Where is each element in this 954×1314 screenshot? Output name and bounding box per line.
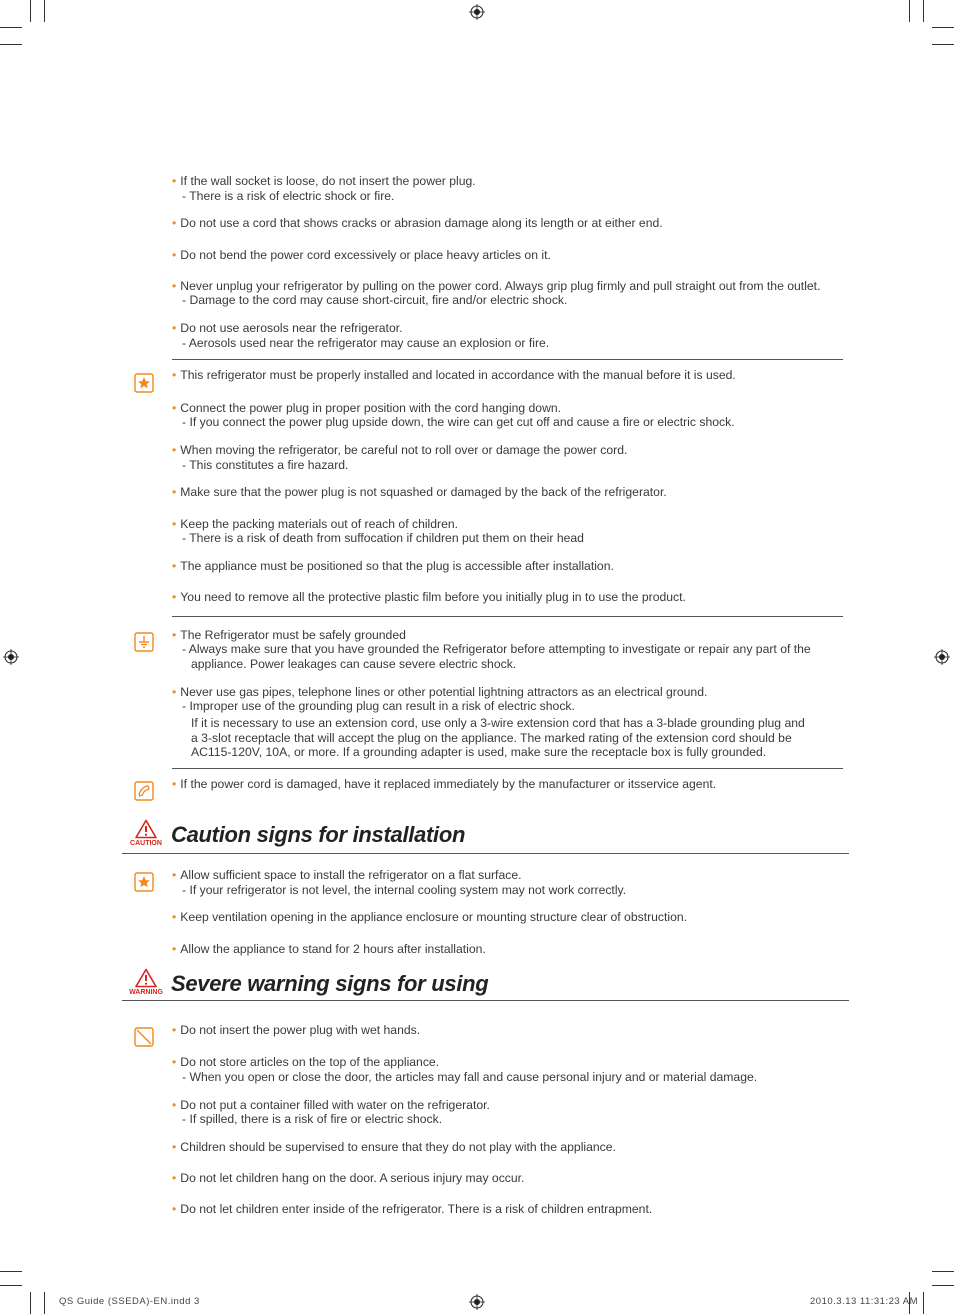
list-item-detail: - Aerosols used near the refrigerator may cause an explosion or fire. [182,336,550,350]
caution-triangle-icon [135,819,157,839]
list-item-detail: - There is a risk of death from suffocation if children put them on their head [182,531,584,545]
list-item-detail: - When you open or close the door, the articles may fall and cause personal injury and or material damage. [182,1070,758,1084]
list-item-detail: appliance. Power leakages can cause severe electric shock. [191,657,517,671]
crop-mark [923,0,924,22]
crop-mark [44,0,45,22]
list-item-detail: - There is a risk of electric shock or fire. [182,189,395,203]
registration-mark-icon [469,1294,485,1310]
footer-timestamp: 2010.3.13 11:31:23 AM [810,1296,919,1307]
star-icon [134,373,154,393]
list-item: • Do not use aerosols near the refrigerator. [172,321,403,335]
crop-mark [932,1285,954,1286]
list-item: • Do not store articles on the top of the appliance. [172,1055,440,1069]
warning-sign [126,968,166,996]
list-item: • Do not insert the power plug with wet hands. [172,1023,421,1037]
list-item-detail: If it is necessary to use an extension cord, use only a 3-wire extension cord that has a 3-blade grounding plug and [191,716,805,730]
list-item: • Connect the power plug in proper position with the cord hanging down. [172,401,562,415]
list-item: • Never use gas pipes, telephone lines or other potential lightning attractors as an electrical ground. [172,685,708,699]
list-item: • Do not let children hang on the door. A serious injury may occur. [172,1171,525,1185]
list-item: • Make sure that the power plug is not squashed or damaged by the back of the refrigerator. [172,485,667,499]
list-item: • You need to remove all the protective plastic film before you initially plug in to use the product. [172,590,686,604]
list-item: • Allow sufficient space to install the refrigerator on a flat surface. [172,868,522,882]
crop-mark [0,27,22,28]
list-item: • If the wall socket is loose, do not insert the power plug. [172,174,476,188]
list-item: • Keep the packing materials out of reach of children. [172,517,459,531]
list-item: • Do not put a container filled with water on the refrigerator. [172,1098,490,1112]
list-item: • The appliance must be positioned so that the plug is accessible after installation. [172,559,614,573]
section-heading: Caution signs for installation [171,822,466,847]
list-item: • When moving the refrigerator, be careful not to roll over or damage the power cord. [172,443,628,457]
heading-underline [122,1000,849,1001]
section-heading: Severe warning signs for using [171,971,489,996]
list-item: • This refrigerator must be properly installed and located in accordance with the manual before it is used. [172,368,736,382]
registration-mark-icon [3,649,19,665]
crop-mark [30,0,31,22]
section-divider [172,616,843,617]
list-item-detail: - If your refrigerator is not level, the internal cooling system may not work correctly. [182,883,627,897]
crop-mark [0,1271,22,1272]
crop-mark [44,1292,45,1314]
list-item-detail: - If spilled, there is a risk of fire or electric shock. [182,1112,443,1126]
phone-icon [134,781,154,801]
list-item-detail: - This constitutes a fire hazard. [182,458,349,472]
registration-mark-icon [469,4,485,20]
list-item-detail: - If you connect the power plug upside down, the wire can get cut off and cause a fire or electric shock. [182,415,735,429]
list-item: • Allow the appliance to stand for 2 hours after installation. [172,942,486,956]
list-item: • Do not bend the power cord excessively or place heavy articles on it. [172,248,551,262]
list-item: • The Refrigerator must be safely grounded [172,628,406,642]
list-item: • If the power cord is damaged, have it replaced immediately by the manufacturer or itsservice agent. [172,777,717,791]
list-item: • Never unplug your refrigerator by pulling on the power cord. Always grip plug firmly and pull straight out from the outlet. [172,279,821,293]
list-item: • Children should be supervised to ensure that they do not play with the appliance. [172,1140,616,1154]
crop-mark [932,44,954,45]
star-icon [134,872,154,892]
list-item: • Keep ventilation opening in the appliance enclosure or mounting structure clear of obstruction. [172,910,688,924]
registration-mark-icon [934,649,950,665]
crop-mark [932,1271,954,1272]
crop-mark [0,1285,22,1286]
warning-triangle-icon [135,968,157,988]
crop-mark [30,1292,31,1314]
prohibit-icon [134,1027,154,1047]
warning-label: WARNING [129,989,163,996]
caution-label: CAUTION [130,840,162,847]
crop-mark [909,0,910,22]
list-item-detail: AC115-120V, 10A, or more. If a grounding adapter is used, make sure the receptacle box is fully grounded. [191,745,767,759]
list-item-detail: - Improper use of the grounding plug can result in a risk of electric shock. [182,699,575,713]
list-item-detail: a 3-slot receptacle that will accept the plug on the appliance. The marked rating of the extension cord should be [191,731,792,745]
crop-mark [0,44,22,45]
list-item: • Do not use a cord that shows cracks or abrasion damage along its length or at either end. [172,216,663,230]
list-item-detail: - Damage to the cord may cause short-circuit, fire and/or electric shock. [182,293,568,307]
ground-icon [134,632,154,652]
section-divider [172,359,843,360]
caution-sign [126,819,166,847]
crop-mark [932,27,954,28]
list-item-detail: - Always make sure that you have grounded the Refrigerator before attempting to investigate or repair any part of the [182,642,811,656]
crop-mark [923,1292,924,1314]
list-item: • Do not let children enter inside of the refrigerator. There is a risk of children entrapment. [172,1202,653,1216]
footer-filename: QS Guide (SSEDA)-EN.indd 3 [59,1296,200,1307]
section-divider [172,768,843,769]
heading-underline [122,853,849,854]
